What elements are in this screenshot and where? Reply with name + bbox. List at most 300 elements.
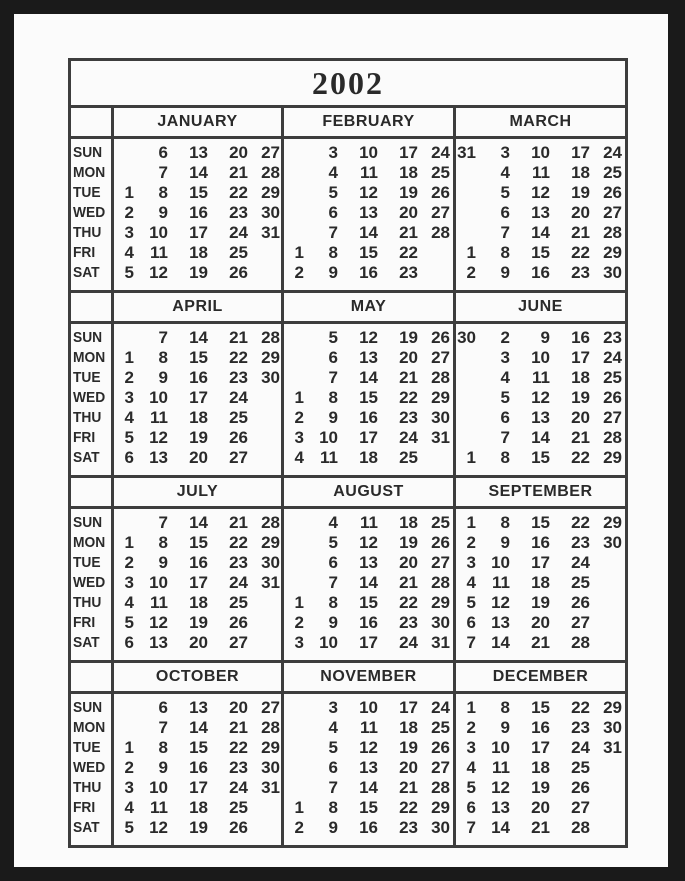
- date-cell: [590, 613, 622, 633]
- date-cell: 14: [531, 428, 550, 447]
- weekday-row: [456, 778, 625, 798]
- date-cell: 24: [229, 573, 248, 592]
- date-cell: 20: [399, 203, 418, 222]
- date-cell: [590, 778, 622, 798]
- weekday-label: SAT: [73, 819, 100, 836]
- date-cell: 7: [328, 778, 338, 797]
- weekday-label: SUN: [73, 144, 103, 161]
- date-cell: 14: [359, 778, 378, 797]
- month-name: SEPTEMBER: [456, 478, 625, 509]
- date-cell: 11: [532, 163, 550, 182]
- date-cell: 2: [124, 758, 134, 777]
- date-cell: 25: [571, 573, 590, 592]
- weekday-label: WED: [73, 204, 106, 221]
- weekday-row: [114, 573, 281, 593]
- date-cell: 22: [229, 533, 248, 552]
- date-cell: [284, 778, 304, 798]
- weekday-row: [114, 553, 281, 573]
- date-cell: 28: [571, 633, 590, 652]
- weekday-row: [284, 368, 453, 388]
- weekday-label: MON: [73, 349, 106, 366]
- date-cell: 16: [359, 818, 378, 837]
- date-cell: 20: [399, 758, 418, 777]
- date-cell: 20: [571, 408, 590, 427]
- weekday-label: TUE: [73, 184, 101, 201]
- date-cell: [248, 613, 280, 633]
- date-cell: 12: [531, 183, 550, 202]
- date-cell: 1: [466, 698, 476, 717]
- date-cell: [284, 513, 304, 533]
- weekday-row: [114, 223, 281, 243]
- date-cell: 7: [466, 818, 476, 837]
- weekday-row: [456, 698, 625, 718]
- date-cell: 2: [294, 613, 304, 632]
- date-cell: 29: [431, 388, 450, 407]
- weekday-label: FRI: [73, 799, 96, 816]
- date-cell: 4: [124, 408, 134, 427]
- date-cell: 22: [571, 243, 590, 262]
- date-cell: 21: [399, 573, 418, 592]
- date-cell: 15: [189, 738, 208, 757]
- date-cell: [590, 818, 622, 838]
- weekday-row: [284, 613, 453, 633]
- date-cell: 9: [500, 263, 510, 282]
- date-cell: 10: [531, 348, 550, 367]
- date-cell: 27: [603, 408, 622, 427]
- date-cell: 23: [571, 533, 590, 552]
- date-cell: [284, 143, 304, 163]
- date-cell: 17: [359, 633, 378, 652]
- date-cell: 25: [399, 448, 418, 467]
- date-cell: 26: [603, 388, 622, 407]
- date-cell: [114, 513, 134, 533]
- date-cell: 4: [500, 163, 510, 182]
- date-cell: 30: [603, 263, 622, 282]
- date-cell: 7: [328, 573, 338, 592]
- weekday-row: [456, 183, 625, 203]
- date-cell: 5: [500, 183, 510, 202]
- date-cell: 24: [229, 778, 248, 797]
- date-cell: 20: [531, 613, 550, 632]
- date-cell: 10: [491, 553, 510, 572]
- date-cell: 5: [328, 328, 338, 347]
- date-cell: 2: [124, 203, 134, 222]
- weekday-label: FRI: [73, 244, 96, 261]
- date-cell: 9: [328, 408, 338, 427]
- date-cell: 17: [189, 778, 208, 797]
- date-cell: 1: [124, 348, 134, 367]
- weekday-row: [284, 738, 453, 758]
- date-cell: 16: [189, 368, 208, 387]
- date-cell: 26: [603, 183, 622, 202]
- date-cell: 9: [158, 553, 168, 572]
- weekday-label: THU: [73, 409, 102, 426]
- date-cell: 19: [189, 428, 208, 447]
- weekday-row: [456, 203, 625, 223]
- date-cell: 10: [319, 633, 338, 652]
- weekday-row: [284, 328, 453, 348]
- date-cell: 10: [149, 573, 168, 592]
- date-cell: [114, 143, 134, 163]
- date-cell: 22: [229, 738, 248, 757]
- weekday-row: [114, 388, 281, 408]
- date-cell: 5: [328, 183, 338, 202]
- date-cell: 13: [531, 408, 550, 427]
- date-cell: 29: [603, 448, 622, 467]
- date-cell: 13: [359, 348, 378, 367]
- date-cell: 2: [466, 718, 476, 737]
- weekday-row: [456, 553, 625, 573]
- weekday-row: [456, 758, 625, 778]
- date-cell: 25: [229, 408, 248, 427]
- date-cell: 2: [500, 328, 510, 347]
- date-cell: 14: [189, 328, 208, 347]
- date-cell: [248, 633, 280, 653]
- date-cell: 15: [531, 448, 550, 467]
- date-cell: 23: [399, 263, 418, 282]
- weekday-row: [114, 203, 281, 223]
- weekday-row: [456, 348, 625, 368]
- date-cell: 26: [229, 613, 248, 632]
- weekday-row: [456, 593, 625, 613]
- date-cell: [590, 798, 622, 818]
- date-cell: 11: [492, 758, 510, 777]
- weekday-row: [284, 513, 453, 533]
- weekday-label: SUN: [73, 329, 103, 346]
- date-cell: 1: [466, 448, 476, 467]
- date-cell: 13: [149, 633, 168, 652]
- date-cell: 11: [150, 593, 168, 612]
- date-cell: 21: [399, 368, 418, 387]
- date-cell: 22: [571, 698, 590, 717]
- date-cell: 4: [124, 798, 134, 817]
- date-cell: 13: [359, 758, 378, 777]
- date-cell: 3: [294, 428, 304, 447]
- year-title: 2002: [71, 61, 625, 108]
- date-cell: 30: [457, 328, 476, 347]
- weekday-row: [284, 798, 453, 818]
- weekday-label: FRI: [73, 429, 96, 446]
- date-cell: 19: [531, 778, 550, 797]
- date-cell: 18: [531, 573, 550, 592]
- date-cell: 27: [261, 143, 280, 162]
- month-block: [114, 293, 284, 475]
- date-cell: 6: [124, 633, 134, 652]
- weekday-row: [114, 408, 281, 428]
- weekday-row: [456, 243, 625, 263]
- date-cell: 6: [328, 348, 338, 367]
- date-cell: [284, 223, 304, 243]
- weekday-label: MON: [73, 534, 106, 551]
- date-cell: 22: [229, 183, 248, 202]
- weekday-column: [71, 478, 114, 660]
- date-cell: 25: [571, 758, 590, 777]
- date-cell: 20: [229, 143, 248, 162]
- date-cell: 30: [431, 408, 450, 427]
- date-cell: 30: [431, 613, 450, 632]
- date-cell: 23: [603, 328, 622, 347]
- date-cell: 17: [531, 738, 550, 757]
- date-cell: [284, 203, 304, 223]
- date-cell: 12: [149, 428, 168, 447]
- date-cell: 2: [124, 368, 134, 387]
- date-cell: 21: [399, 223, 418, 242]
- calendar-card: [14, 14, 668, 867]
- date-cell: 30: [603, 533, 622, 552]
- weekday-row: [114, 758, 281, 778]
- month-name: MARCH: [456, 108, 625, 139]
- date-cell: [456, 163, 476, 183]
- date-cell: [284, 183, 304, 203]
- date-cell: 3: [124, 388, 134, 407]
- date-cell: 4: [124, 593, 134, 612]
- weekday-row: [456, 143, 625, 163]
- weekday-row: [284, 718, 453, 738]
- date-cell: 23: [571, 718, 590, 737]
- date-cell: [590, 573, 622, 593]
- weekday-label: SAT: [73, 634, 100, 651]
- date-cell: 26: [229, 818, 248, 837]
- weekday-label: WED: [73, 574, 106, 591]
- date-cell: 8: [158, 183, 168, 202]
- date-cell: [248, 818, 280, 838]
- weekday-row: [456, 223, 625, 243]
- date-cell: 5: [328, 533, 338, 552]
- weekday-row: [284, 163, 453, 183]
- weekday-row: [114, 428, 281, 448]
- date-cell: 3: [124, 778, 134, 797]
- date-cell: 10: [149, 778, 168, 797]
- date-cell: 6: [328, 758, 338, 777]
- date-cell: 16: [189, 758, 208, 777]
- date-cell: 16: [359, 613, 378, 632]
- date-cell: 12: [491, 593, 510, 612]
- date-cell: 28: [431, 573, 450, 592]
- date-cell: 24: [603, 348, 622, 367]
- date-cell: 12: [359, 183, 378, 202]
- date-cell: 21: [229, 163, 248, 182]
- weekday-label: TUE: [73, 369, 101, 386]
- date-cell: 1: [466, 243, 476, 262]
- date-cell: 30: [261, 553, 280, 572]
- date-cell: 20: [189, 633, 208, 652]
- date-cell: [284, 553, 304, 573]
- date-cell: 5: [328, 738, 338, 757]
- date-cell: 28: [261, 718, 280, 737]
- date-cell: 5: [124, 613, 134, 632]
- date-cell: 24: [431, 698, 450, 717]
- weekday-row: [456, 263, 625, 283]
- date-cell: 6: [466, 798, 476, 817]
- date-cell: [248, 263, 280, 283]
- weekday-label: SAT: [73, 264, 100, 281]
- date-cell: 29: [603, 243, 622, 262]
- date-cell: 19: [571, 183, 590, 202]
- weekday-row: [114, 143, 281, 163]
- date-cell: 9: [158, 368, 168, 387]
- weekday-row: [284, 243, 453, 263]
- date-cell: 29: [603, 513, 622, 532]
- date-cell: 20: [571, 203, 590, 222]
- date-cell: 15: [359, 798, 378, 817]
- date-cell: 12: [491, 778, 510, 797]
- weekday-row: [284, 348, 453, 368]
- date-cell: 9: [328, 613, 338, 632]
- date-cell: 12: [531, 388, 550, 407]
- date-cell: [284, 573, 304, 593]
- date-cell: 21: [229, 328, 248, 347]
- weekday-row: [456, 798, 625, 818]
- date-cell: 7: [500, 223, 510, 242]
- date-cell: 22: [229, 348, 248, 367]
- date-cell: 23: [229, 553, 248, 572]
- date-cell: 6: [158, 698, 168, 717]
- date-cell: 18: [189, 243, 208, 262]
- date-cell: 27: [261, 698, 280, 717]
- date-cell: 6: [124, 448, 134, 467]
- month-block: [456, 663, 625, 847]
- date-cell: 31: [261, 778, 280, 797]
- weekday-row: [114, 778, 281, 798]
- date-cell: 3: [466, 553, 476, 572]
- weekday-row: [114, 698, 281, 718]
- date-cell: 27: [431, 553, 450, 572]
- quarter-row: [71, 478, 625, 663]
- date-cell: [284, 328, 304, 348]
- date-cell: 21: [399, 778, 418, 797]
- date-cell: 31: [261, 223, 280, 242]
- date-cell: 3: [124, 223, 134, 242]
- date-cell: 10: [319, 428, 338, 447]
- date-cell: 27: [571, 798, 590, 817]
- date-cell: 30: [261, 368, 280, 387]
- weekday-row: [284, 388, 453, 408]
- date-cell: 21: [531, 633, 550, 652]
- date-cell: 14: [189, 718, 208, 737]
- date-cell: 7: [328, 368, 338, 387]
- weekday-row: [456, 428, 625, 448]
- month-block: [284, 108, 456, 290]
- date-cell: 28: [261, 163, 280, 182]
- weekday-row: [114, 633, 281, 653]
- weekday-row: [114, 533, 281, 553]
- date-cell: 8: [328, 798, 338, 817]
- date-cell: 4: [328, 513, 338, 532]
- weekday-row: [284, 778, 453, 798]
- weekday-row: [114, 163, 281, 183]
- weekday-row: [284, 408, 453, 428]
- weekday-row: [456, 613, 625, 633]
- date-cell: 14: [491, 818, 510, 837]
- date-cell: [590, 758, 622, 778]
- date-cell: 17: [531, 553, 550, 572]
- date-cell: [284, 718, 304, 738]
- date-cell: 28: [431, 368, 450, 387]
- date-cell: 4: [328, 163, 338, 182]
- date-cell: 17: [399, 698, 418, 717]
- date-cell: 1: [124, 183, 134, 202]
- weekday-row: [114, 243, 281, 263]
- date-cell: [590, 593, 622, 613]
- date-cell: 26: [431, 328, 450, 347]
- date-cell: 12: [359, 328, 378, 347]
- date-cell: 28: [603, 428, 622, 447]
- date-cell: 18: [189, 408, 208, 427]
- date-cell: 2: [466, 263, 476, 282]
- date-cell: 16: [189, 203, 208, 222]
- weekday-row: [456, 163, 625, 183]
- date-cell: 14: [359, 368, 378, 387]
- date-cell: 11: [360, 718, 378, 737]
- date-cell: [114, 698, 134, 718]
- date-cell: 5: [466, 593, 476, 612]
- date-cell: 19: [189, 613, 208, 632]
- date-cell: 11: [492, 573, 510, 592]
- date-cell: 8: [328, 388, 338, 407]
- date-cell: 19: [399, 328, 418, 347]
- date-cell: 30: [261, 203, 280, 222]
- date-cell: 17: [571, 143, 590, 162]
- calendar-grid: [68, 58, 628, 848]
- date-cell: 10: [149, 223, 168, 242]
- date-cell: 27: [571, 613, 590, 632]
- date-cell: 8: [158, 533, 168, 552]
- date-cell: [284, 368, 304, 388]
- weekday-row: [284, 263, 453, 283]
- date-cell: 4: [124, 243, 134, 262]
- date-cell: 13: [491, 613, 510, 632]
- date-cell: 7: [158, 328, 168, 347]
- weekday-row: [456, 718, 625, 738]
- date-cell: 11: [532, 368, 550, 387]
- date-cell: 10: [491, 738, 510, 757]
- date-cell: 7: [158, 513, 168, 532]
- date-cell: 28: [261, 328, 280, 347]
- date-cell: 6: [466, 613, 476, 632]
- date-cell: 24: [571, 553, 590, 572]
- date-cell: 29: [261, 738, 280, 757]
- weekday-row: [284, 183, 453, 203]
- date-cell: 26: [229, 263, 248, 282]
- date-cell: 1: [294, 388, 304, 407]
- weekday-row: [456, 368, 625, 388]
- weekday-label: SUN: [73, 699, 103, 716]
- date-cell: 5: [466, 778, 476, 797]
- date-cell: [418, 448, 450, 468]
- date-cell: 29: [431, 798, 450, 817]
- date-cell: 8: [500, 448, 510, 467]
- weekday-row: [456, 388, 625, 408]
- date-cell: 21: [229, 718, 248, 737]
- date-cell: 15: [359, 243, 378, 262]
- quarter-row: [71, 108, 625, 293]
- date-cell: 10: [359, 698, 378, 717]
- date-cell: 29: [261, 348, 280, 367]
- date-cell: 29: [431, 593, 450, 612]
- month-block: [114, 108, 284, 290]
- date-cell: 24: [603, 143, 622, 162]
- date-cell: 24: [229, 388, 248, 407]
- date-cell: 12: [359, 738, 378, 757]
- date-cell: [456, 223, 476, 243]
- date-cell: 28: [431, 223, 450, 242]
- weekday-row: [114, 513, 281, 533]
- month-block: [284, 478, 456, 660]
- date-cell: 1: [294, 593, 304, 612]
- date-cell: 15: [189, 348, 208, 367]
- date-cell: 25: [431, 513, 450, 532]
- date-cell: 18: [571, 368, 590, 387]
